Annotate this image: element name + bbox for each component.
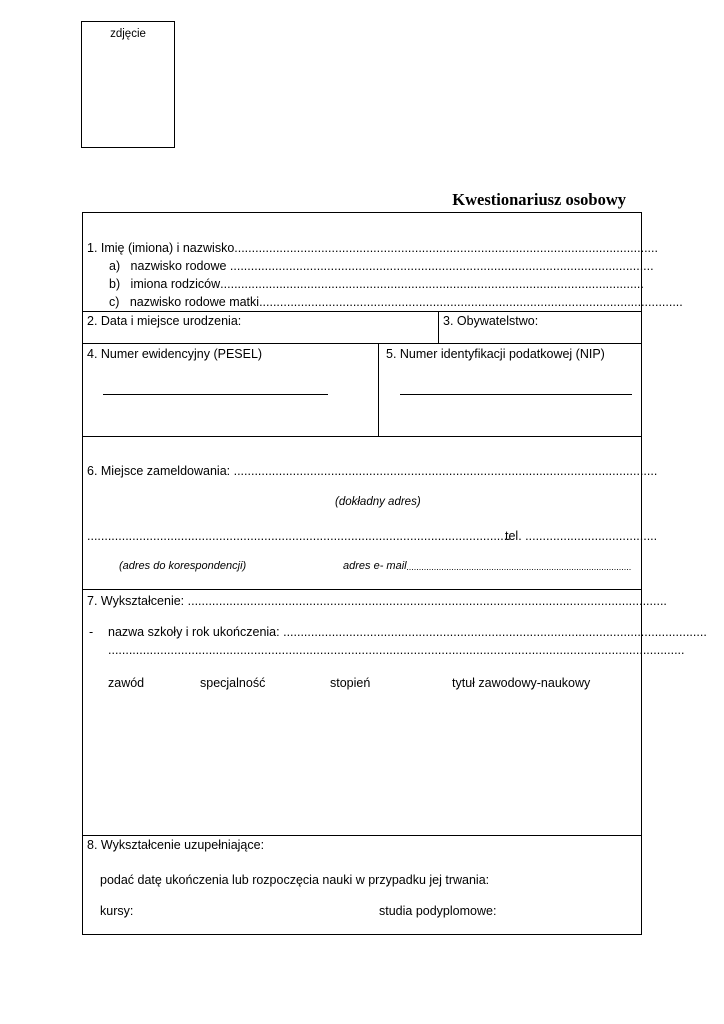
field-parents-names[interactable] [109,277,644,291]
school-dash: - [89,625,94,639]
field-maiden-name[interactable] [109,259,654,273]
column-profession: zawód [108,676,145,690]
field-school-name[interactable] [108,625,707,639]
divider-v-2-3 [438,311,439,343]
school-name-continued-dots: ...................................................................................................................................................................... [108,643,685,657]
field-email[interactable] [343,560,632,572]
pesel-label: 4. Numer ewidencyjny (PESEL) [87,347,263,361]
correspondence-address-dots: .......................................................................................................................... [87,529,511,543]
maiden-name-marker: a) [109,259,121,273]
column-degree: stopień [330,676,371,690]
mother-maiden-name-label: nazwisko rodowe matki [129,295,260,309]
school-name-label: nazwa szkoły i rok ukończenia: [108,625,284,639]
photo-label: zdjęcie [110,28,146,40]
field-education[interactable] [87,594,667,608]
divider-3 [82,436,642,437]
supplementary-instruction: podać datę ukończenia lub rozpoczęcia nauki w przypadku jej trwania: [100,873,490,887]
education-label: 7. Wykształcenie: [87,594,188,608]
correspondence-hint: (adres do korespondencji) [119,560,247,572]
field-correspondence-address[interactable] [87,529,511,543]
registered-address-label: 6. Miejsce zameldowania: [87,464,234,478]
divider-2 [82,343,642,344]
divider-5 [82,835,642,836]
phone-dots: ...................................... [525,529,658,543]
email-dots: .......................................................................................... [406,562,632,572]
column-specialty: specjalność [200,676,266,690]
mother-maiden-name-marker: c) [109,295,120,309]
parents-names-label: imiona rodziców [130,277,221,291]
supplementary-education-label: 8. Wykształcenie uzupełniające: [87,838,265,852]
education-dots: .......................................................................................................................................... [187,594,667,608]
maiden-name-dots: .......................................................................................................................... [229,259,654,273]
school-name-dots: .......................................................................................................................... [283,625,707,639]
field-full-name[interactable] [87,241,658,255]
address-hint: (dokładny adres) [335,496,421,508]
field-citizenship[interactable]: 3. Obywatelstwo: [443,314,539,328]
field-postgraduate-studies[interactable]: studia podyplomowe: [379,904,497,918]
maiden-name-label: nazwisko rodowe [130,259,230,273]
mother-maiden-name-dots: .......................................................................................................................... [259,295,683,309]
field-mother-maiden-name[interactable] [109,295,683,309]
field-phone[interactable] [505,529,658,543]
pesel-input-line[interactable] [103,394,328,395]
divider-1 [82,311,642,312]
email-label: adres e- mail [343,560,407,572]
column-title: tytuł zawodowy-naukowy [452,676,591,690]
field-birth-date-place[interactable]: 2. Data i miejsce urodzenia: [87,314,242,328]
photo-box [81,21,175,148]
divider-4 [82,589,642,590]
field-courses[interactable]: kursy: [100,904,134,918]
full-name-dots: .......................................................................................................................... [234,241,658,255]
full-name-label: 1. Imię (imiona) i nazwisko [87,241,235,255]
parents-names-marker: b) [109,277,121,291]
registered-address-dots: .......................................................................................................................... [233,464,658,478]
divider-v-4-5 [378,343,379,436]
parents-names-dots: .......................................................................................................................... [220,277,644,291]
phone-label: tel. [505,529,526,543]
nip-input-line[interactable] [400,394,632,395]
nip-label: 5. Numer identyfikacji podatkowej (NIP) [386,347,605,361]
form-title: Kwestionariusz osobowy [452,190,626,209]
field-registered-address[interactable] [87,464,658,478]
field-school-name-continued[interactable] [108,643,685,657]
